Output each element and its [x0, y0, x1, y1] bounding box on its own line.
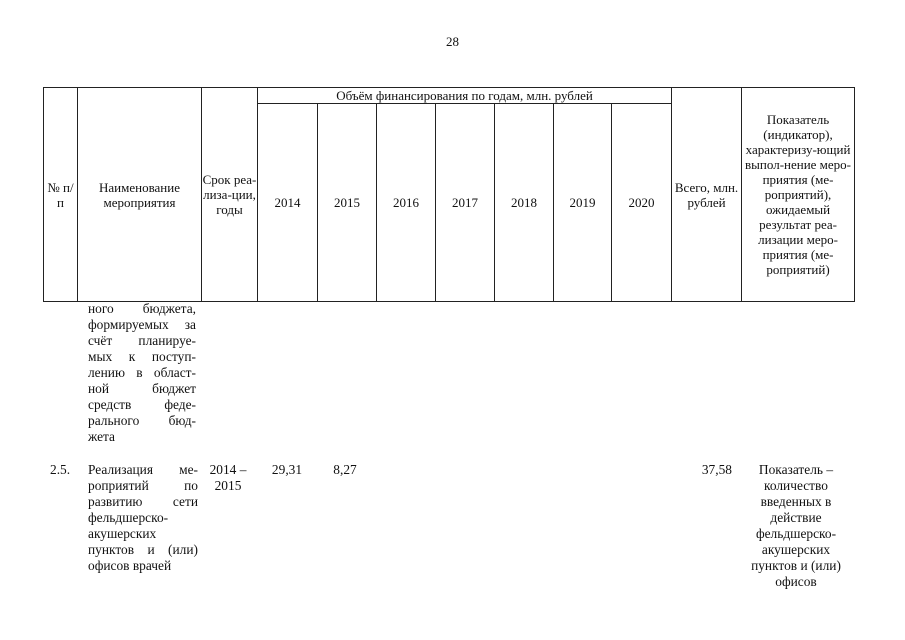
table-header [43, 87, 855, 302]
header-indicator: Показатель (индикатор), характеризу-ющий выпол-нение меро-приятия (ме-роприятий), ожидаемый результат реа-лизации меро-приятия (ме-роприятий) [742, 88, 855, 302]
continuation-text: ного бюджета, формируемых за счёт планируе-мых к поступ-лению в област-ной бюджет средств феде-рального бюд-жета [88, 301, 196, 444]
page-number: 28 [446, 34, 459, 49]
header-year: 2016 [377, 104, 436, 302]
header-total: Всего, млн. рублей [672, 88, 742, 302]
header-year: 2020 [612, 104, 672, 302]
header-year: 2017 [436, 104, 495, 302]
header-funding-group: Объём финансирования по годам, млн. рублей [258, 88, 672, 104]
header-number: № п/п [44, 88, 78, 302]
row-value-2015: 8,27 [333, 462, 357, 477]
row-period: 2014 – 2015 [209, 462, 247, 493]
header-period: Срок реа-лиза-ции, годы [202, 88, 258, 302]
header-name: Наименование мероприятия [78, 88, 202, 302]
header-year: 2018 [495, 104, 554, 302]
row-indicator: Показатель – количество введенных в действие фельдшерско-акушерских пунктов и (или) офисов [751, 462, 841, 589]
row-name: Реализация ме-роприятий по развитию сети фельдшерско-акушерских пунктов и (или) офисов врачей [88, 462, 198, 573]
header-year: 2015 [318, 104, 377, 302]
header-year: 2019 [554, 104, 612, 302]
header-year: 2014 [258, 104, 318, 302]
row-total: 37,58 [701, 462, 732, 477]
row-value-2014: 29,31 [271, 462, 303, 477]
row-number: 2.5. [50, 462, 71, 477]
